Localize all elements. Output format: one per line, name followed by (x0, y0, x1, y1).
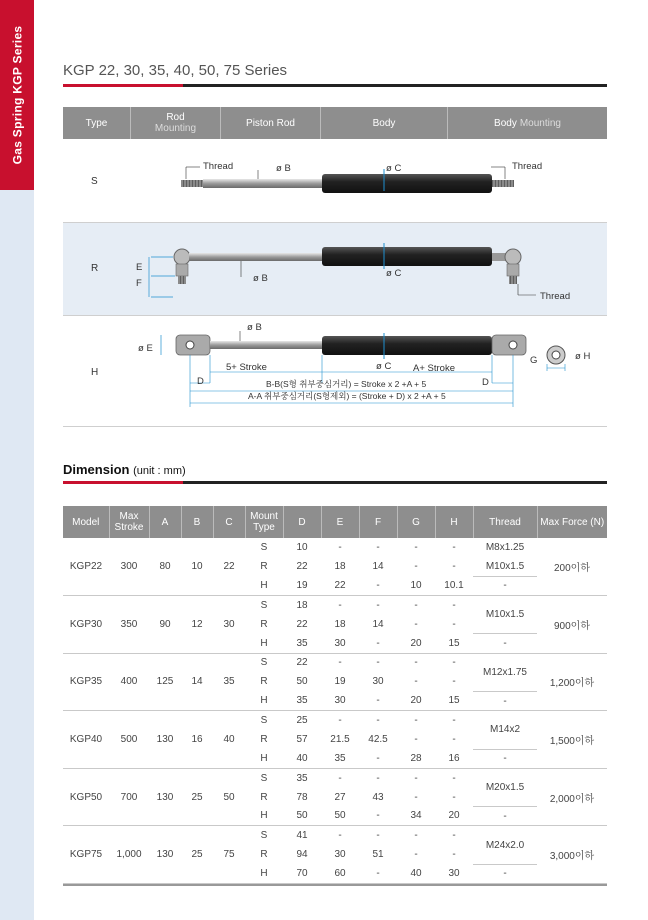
cell-f: - (359, 864, 397, 883)
cell-f: 51 (372, 849, 384, 861)
cell-d: 18 (296, 599, 308, 611)
cell-d: 57 (296, 733, 308, 745)
label-g: G (530, 355, 538, 366)
cell-a: 125 (149, 653, 181, 711)
dimension-rule (63, 481, 607, 484)
diagram-type-s (181, 161, 542, 193)
label-aa-formula: A-A 취부중심거리(S형제외) = (Stroke + D) x 2 +A + 5 (248, 391, 446, 401)
header-body: Body (321, 107, 448, 139)
cell-e: - (338, 772, 342, 784)
label-a-stroke: A+ Stroke (413, 363, 455, 374)
label-phi-h: ø H (575, 351, 591, 362)
cell-g: - (414, 715, 418, 727)
cell-a: 130 (149, 826, 181, 884)
cell-g: 34 (397, 807, 435, 826)
cell-g: - (414, 657, 418, 669)
cell-d: 35 (283, 634, 321, 653)
cell-d: 50 (296, 676, 308, 688)
col-mount-type: Mount Type (245, 506, 283, 538)
header-rod-mounting (131, 107, 221, 139)
cell-max-stroke: 700 (109, 768, 149, 826)
cell-g: - (414, 676, 418, 688)
piston-rod (203, 179, 323, 188)
label-thread-s-left: Thread (203, 161, 234, 172)
header-rod-mounting-line2: Mounting (154, 123, 197, 134)
cell-g: - (414, 772, 418, 784)
cell-mount-type: S (260, 715, 268, 727)
body-cylinder-r (322, 247, 492, 266)
cell-h: - (452, 561, 456, 573)
dimension-unit: (unit : mm) (133, 465, 186, 477)
cell-thread: M14x2 (473, 711, 537, 749)
table-row (63, 538, 607, 557)
cell-b: 25 (181, 768, 213, 826)
cell-mount-type: R (260, 733, 268, 745)
cell-g: - (414, 561, 418, 573)
cell-b: 12 (181, 596, 213, 654)
col-c: C (213, 506, 245, 538)
cell-h: - (452, 715, 456, 727)
label-phi-c-r: ø C (386, 268, 402, 279)
cell-e: 30 (321, 634, 359, 653)
cell-h: - (452, 599, 456, 611)
cell-e: 18 (334, 618, 346, 630)
cell-d: 70 (283, 864, 321, 883)
cell-h: - (452, 772, 456, 784)
col-b: B (181, 506, 213, 538)
cell-f: 14 (372, 561, 384, 573)
cell-e: 19 (334, 676, 346, 688)
cell-mount-type: H (245, 692, 283, 711)
col-d: D (283, 506, 321, 538)
type-row-r: R (91, 263, 99, 274)
cell-model: KGP22 (63, 538, 109, 596)
cell-c: 40 (213, 711, 245, 769)
cell-thread: - (473, 864, 537, 883)
label-thread-s-right: Thread (512, 161, 543, 172)
col-e: E (321, 506, 359, 538)
cell-mount-type: S (260, 772, 268, 784)
page-title: KGP 22, 30, 35, 40, 50, 75 Series (63, 62, 288, 79)
cell-thread: M10x1.5 (473, 557, 537, 576)
cell-e: 30 (334, 849, 346, 861)
cell-thread: M12x1.75 (473, 653, 537, 691)
cell-max-force: 3,000이하 (537, 826, 607, 884)
cell-max-force: 200이하 (537, 538, 607, 596)
cell-c: 30 (213, 596, 245, 654)
cell-max-stroke: 300 (109, 538, 149, 596)
header-rod-mounting-line1: Rod (166, 112, 185, 123)
cell-h: 20 (435, 807, 473, 826)
dimension-title-text: Dimension (63, 462, 130, 477)
cell-model: KGP75 (63, 826, 109, 884)
cell-e: 50 (321, 807, 359, 826)
cell-h: 15 (435, 692, 473, 711)
cell-b: 25 (181, 826, 213, 884)
cell-d: 22 (296, 657, 308, 669)
type-row-h: H (91, 367, 99, 378)
col-model: Model (63, 506, 109, 538)
cell-h: - (452, 849, 456, 861)
cell-thread: - (473, 634, 537, 653)
cell-e: 18 (334, 561, 346, 573)
cell-g: - (414, 791, 418, 803)
cell-max-stroke: 1,000 (109, 826, 149, 884)
cell-g: 20 (397, 692, 435, 711)
thread-right (492, 180, 514, 187)
cell-f: - (376, 772, 380, 784)
table-row (63, 653, 607, 672)
cell-f: - (376, 715, 380, 727)
cell-h: - (452, 542, 456, 554)
cell-h: - (452, 791, 456, 803)
cell-mount-type: S (260, 542, 268, 554)
cell-f: 43 (372, 791, 384, 803)
cell-g: - (414, 542, 418, 554)
cell-d: 25 (296, 715, 308, 727)
cell-b: 16 (181, 711, 213, 769)
type-row-s: S (91, 176, 98, 187)
dimension-title (63, 462, 186, 477)
cell-f: - (376, 542, 380, 554)
cell-model: KGP40 (63, 711, 109, 769)
cell-model: KGP30 (63, 596, 109, 654)
cell-h: - (452, 618, 456, 630)
cell-d: 41 (296, 830, 308, 842)
cell-h: - (452, 733, 456, 745)
diagram-type-h (138, 322, 590, 407)
table-row (63, 711, 607, 730)
cell-d: 35 (283, 692, 321, 711)
cell-max-force: 1,200이하 (537, 653, 607, 711)
cell-d: 50 (283, 807, 321, 826)
cell-d: 19 (283, 576, 321, 595)
label-e-r: E (136, 262, 143, 273)
cell-mount-type: R (260, 561, 268, 573)
body-cylinder-h (322, 336, 492, 355)
cell-mount-type: H (245, 749, 283, 768)
cell-f: 14 (372, 618, 384, 630)
cell-e: 35 (321, 749, 359, 768)
cell-g: 20 (397, 634, 435, 653)
cell-h: 10.1 (435, 576, 473, 595)
cell-h: - (452, 657, 456, 669)
cell-e: - (338, 830, 342, 842)
cell-d: 40 (283, 749, 321, 768)
gas-spring-diagram (63, 139, 607, 429)
cell-f: - (359, 634, 397, 653)
cell-g: 10 (397, 576, 435, 595)
cell-mount-type: S (260, 830, 268, 842)
cell-c: 35 (213, 653, 245, 711)
sidebar-label-wrap (0, 0, 34, 190)
cell-mount-type: R (260, 849, 268, 861)
label-phi-c-s: ø C (386, 163, 402, 174)
header-type: Type (63, 107, 131, 139)
cell-thread: M10x1.5 (473, 596, 537, 634)
cell-g: - (414, 849, 418, 861)
cell-thread: M8x1.25 (485, 542, 525, 554)
cell-max-stroke: 350 (109, 596, 149, 654)
col-thread: Thread (473, 506, 537, 538)
label-bb-formula: B-B(S형 취부중심거리) = Stroke x 2 +A + 5 (266, 379, 427, 389)
cell-h: 16 (435, 749, 473, 768)
cell-e: - (338, 715, 342, 727)
label-thread-r: Thread (540, 291, 571, 302)
body-cylinder (322, 174, 492, 193)
table-bottom-rule (63, 884, 607, 886)
label-5-stroke: 5+ Stroke (226, 362, 267, 373)
table-row (63, 826, 607, 845)
cell-mount-type: S (260, 599, 268, 611)
cell-e: 22 (321, 576, 359, 595)
cell-d: 35 (296, 772, 308, 784)
dimension-table-body (63, 538, 607, 883)
cell-b: 10 (181, 538, 213, 596)
label-d-right: D (482, 377, 489, 388)
cell-c: 22 (213, 538, 245, 596)
cell-f: - (359, 749, 397, 768)
cell-g: - (414, 830, 418, 842)
cell-d: 78 (296, 791, 308, 803)
cell-h: 15 (435, 634, 473, 653)
col-f: F (359, 506, 397, 538)
header-piston-rod: Piston Rod (221, 107, 321, 139)
cell-mount-type: H (245, 864, 283, 883)
dimension-table (63, 506, 607, 884)
piston-rod-r (189, 253, 323, 261)
cell-g: - (414, 618, 418, 630)
cell-max-force: 900이하 (537, 596, 607, 654)
table-row (63, 596, 607, 615)
cell-f: - (376, 599, 380, 611)
cell-h: - (452, 830, 456, 842)
table-row (63, 768, 607, 787)
cell-e: - (338, 599, 342, 611)
cell-max-force: 1,500이하 (537, 711, 607, 769)
cell-b: 14 (181, 653, 213, 711)
cell-e: 30 (321, 692, 359, 711)
cell-max-stroke: 400 (109, 653, 149, 711)
piston-rod-h (210, 341, 323, 349)
cell-f: 30 (372, 676, 384, 688)
cell-e: 60 (321, 864, 359, 883)
label-phi-b-s: ø B (276, 163, 291, 174)
type-table-header (63, 107, 607, 139)
cell-a: 80 (149, 538, 181, 596)
sidebar-label: Gas Spring KGP Series (10, 25, 24, 165)
header-body-mounting-1: Body (494, 117, 517, 129)
label-phi-b-r: ø B (253, 273, 268, 284)
cell-d: 94 (296, 849, 308, 861)
cell-d: 22 (296, 561, 308, 573)
col-a: A (149, 506, 181, 538)
cell-mount-type: R (260, 791, 268, 803)
col-max-stroke: Max Stroke (109, 506, 149, 538)
cell-f: - (376, 657, 380, 669)
label-phi-e-h: ø E (138, 343, 153, 354)
cell-max-force: 2,000이하 (537, 768, 607, 826)
cell-f: 42.5 (368, 733, 388, 745)
cell-f: - (376, 830, 380, 842)
col-g: G (397, 506, 435, 538)
cell-g: - (414, 733, 418, 745)
dimension-header-row (63, 506, 607, 538)
cell-a: 90 (149, 596, 181, 654)
cell-f: - (359, 692, 397, 711)
cell-e: 21.5 (330, 733, 350, 745)
cell-mount-type: H (245, 807, 283, 826)
cell-thread: - (473, 749, 537, 768)
cell-mount-type: H (245, 576, 283, 595)
cell-h: - (452, 676, 456, 688)
label-phi-c-h: ø C (376, 361, 392, 372)
diagram-type-r (136, 243, 570, 302)
cell-d: 10 (296, 542, 308, 554)
cell-e: - (338, 657, 342, 669)
label-f-r: F (136, 278, 142, 289)
cell-thread: - (473, 807, 537, 826)
cell-thread: - (473, 692, 537, 711)
cell-e: - (338, 542, 342, 554)
cell-d: 22 (296, 618, 308, 630)
cell-thread: M20x1.5 (473, 768, 537, 806)
cell-thread: - (473, 576, 537, 595)
cell-thread: M24x2.0 (473, 826, 537, 864)
cell-g: - (414, 599, 418, 611)
cell-c: 50 (213, 768, 245, 826)
title-rule (63, 84, 607, 87)
cell-f: - (359, 576, 397, 595)
cell-mount-type: R (260, 676, 268, 688)
cell-g: 28 (397, 749, 435, 768)
label-phi-b-h: ø B (247, 322, 262, 333)
cell-a: 130 (149, 768, 181, 826)
cell-f: - (359, 807, 397, 826)
cell-mount-type: R (260, 618, 268, 630)
thread-left (181, 180, 203, 187)
header-body-mounting-2: Mounting (519, 117, 561, 129)
cell-model: KGP35 (63, 653, 109, 711)
cell-e: 27 (334, 791, 346, 803)
cell-c: 75 (213, 826, 245, 884)
cell-mount-type: S (260, 657, 268, 669)
cell-h: 30 (435, 864, 473, 883)
cell-mount-type: H (245, 634, 283, 653)
label-d-left: D (197, 376, 204, 387)
cell-model: KGP50 (63, 768, 109, 826)
cell-a: 130 (149, 711, 181, 769)
col-max-force: Max Force (N) (537, 506, 607, 538)
header-body-mounting (448, 107, 607, 139)
cell-g: 40 (397, 864, 435, 883)
cell-max-stroke: 500 (109, 711, 149, 769)
col-h: H (435, 506, 473, 538)
